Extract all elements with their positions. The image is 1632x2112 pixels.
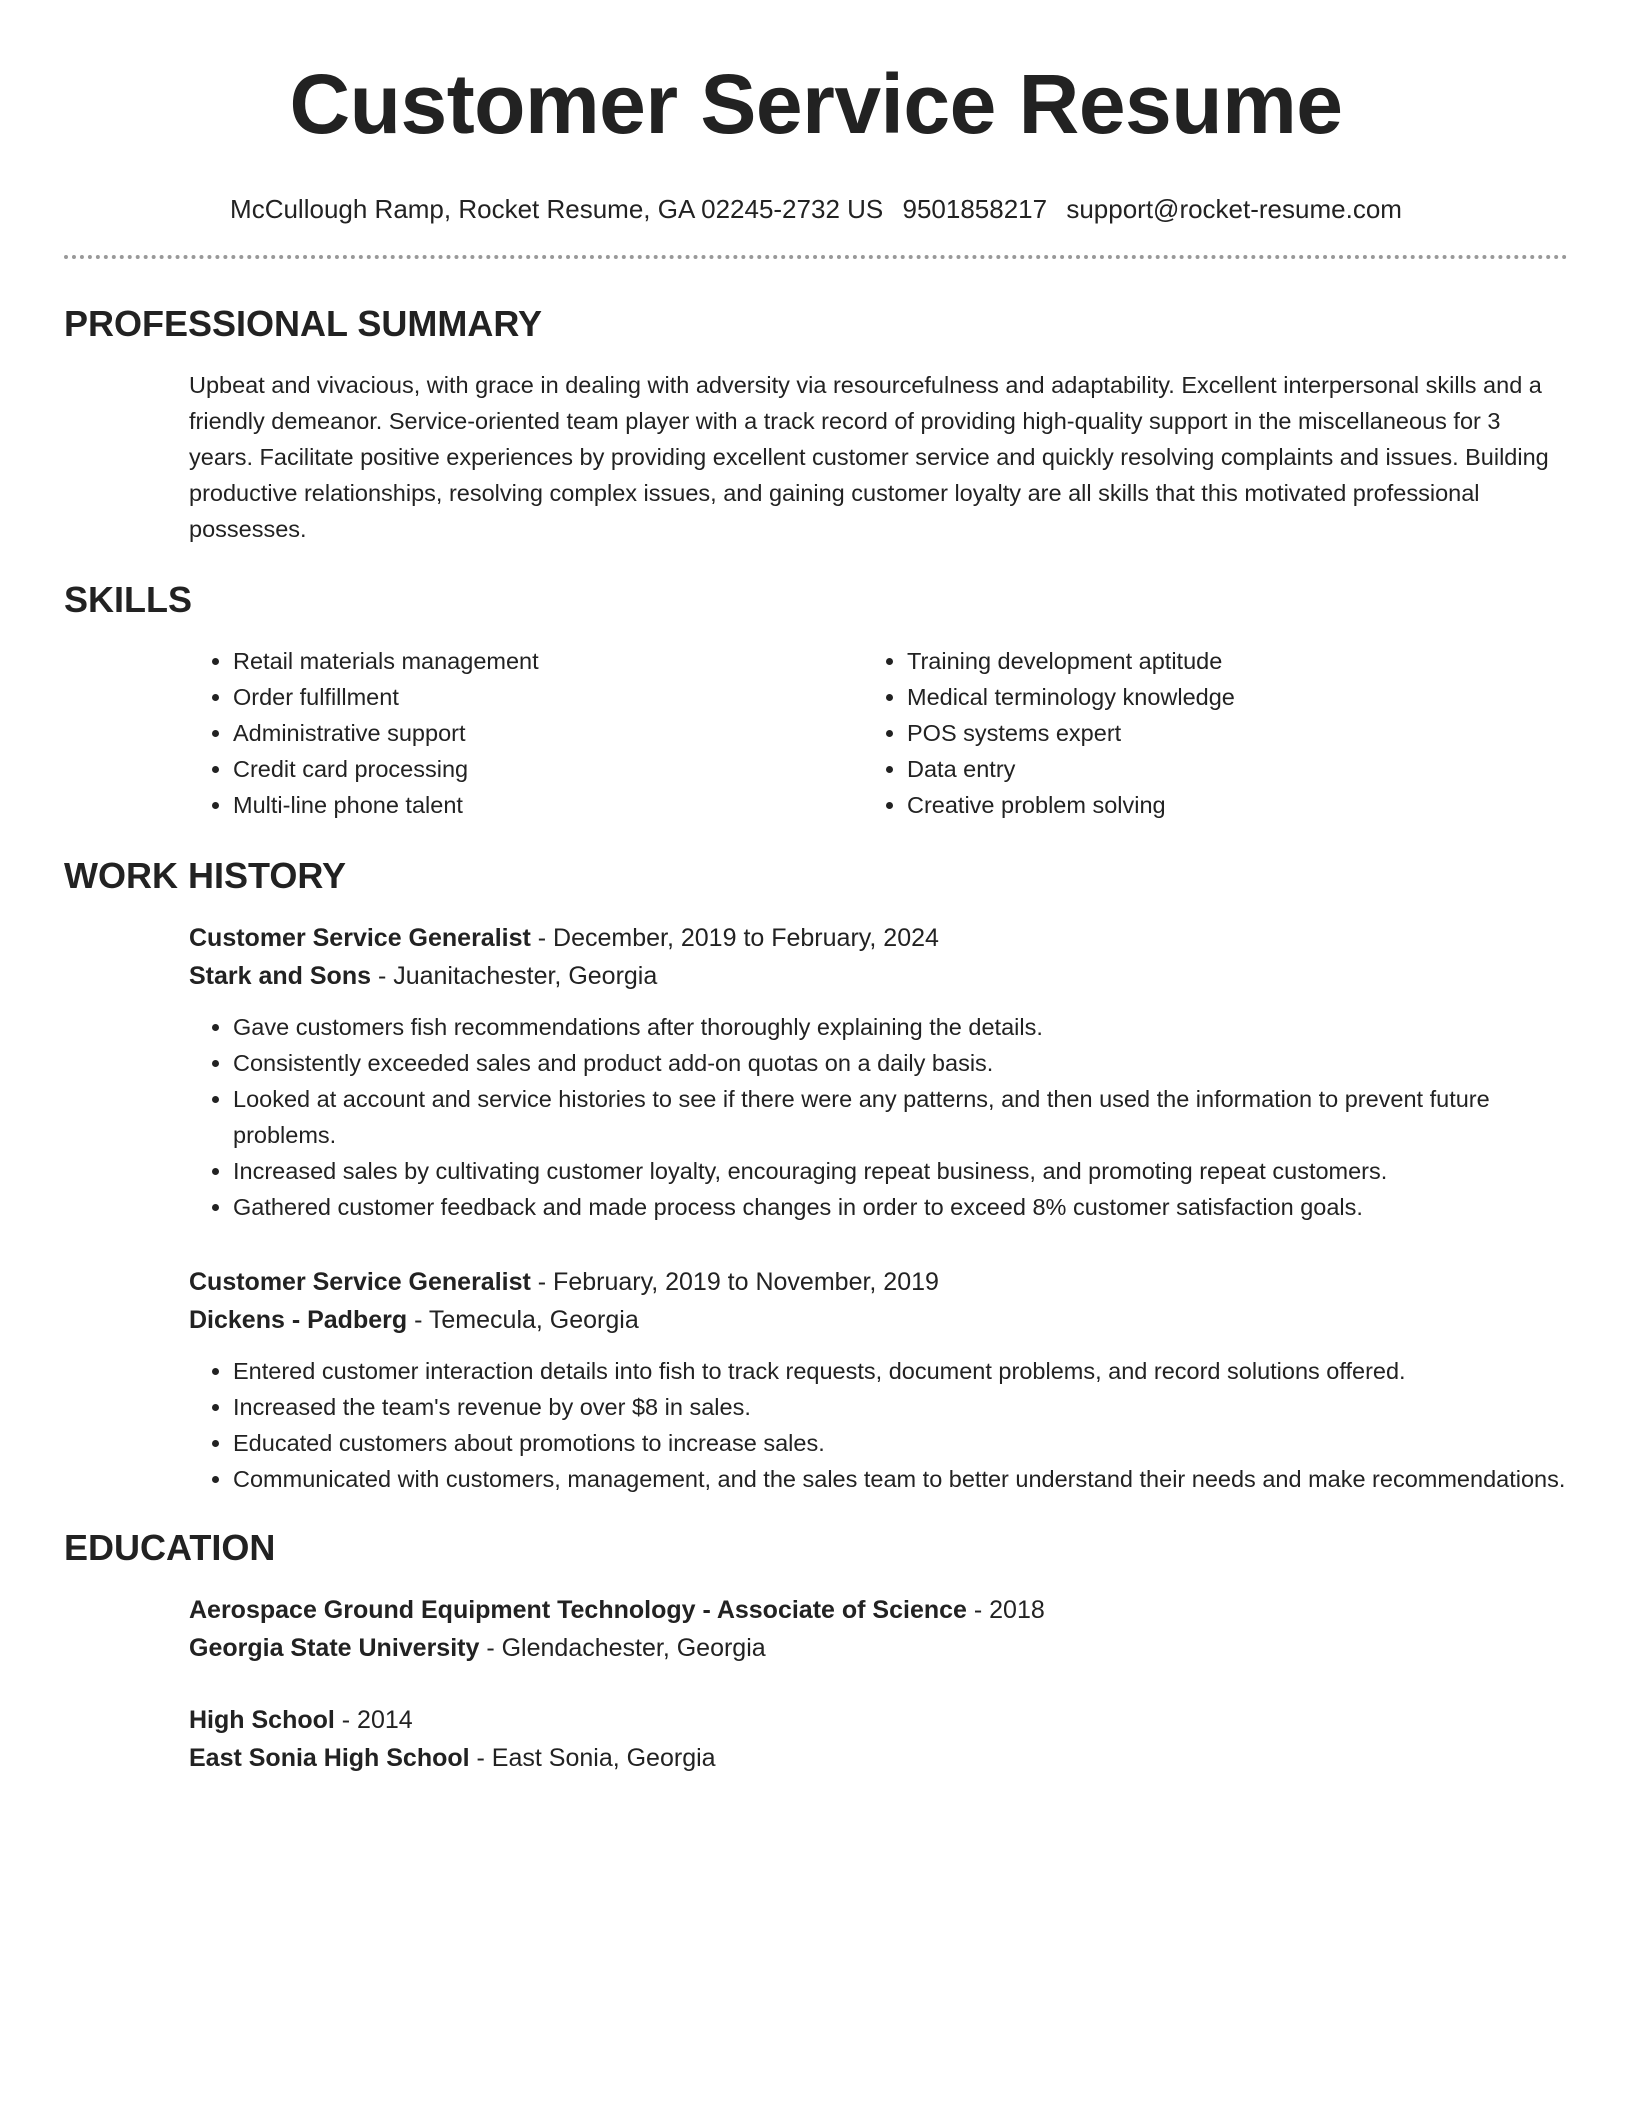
- skill-item: • Retail materials management: [233, 643, 863, 679]
- job-entry: [64, 1263, 1568, 1497]
- job-bullet: • Communicated with customers, management, and the sales team to better understand their needs and make recommendations.: [233, 1461, 1568, 1497]
- work-heading: WORK HISTORY: [64, 855, 347, 896]
- contact-address: McCullough Ramp, Rocket Resume, GA 02245-2732 US: [230, 194, 884, 224]
- job-bullet: • Gave customers fish recommendations after thoroughly explaining the details.: [233, 1009, 1568, 1045]
- summary-heading: PROFESSIONAL SUMMARY: [64, 303, 543, 344]
- job-bullet: • Gathered customer feedback and made process changes in order to exceed 8% customer satisfaction goals.: [233, 1189, 1568, 1225]
- education-heading: EDUCATION: [64, 1527, 276, 1568]
- skills-right-list: [863, 643, 1537, 823]
- contact-email: support@rocket-resume.com: [1066, 194, 1402, 224]
- education-school-line: [189, 1739, 1568, 1777]
- job-title-line: [189, 919, 1568, 957]
- education-degree-line: [189, 1591, 1568, 1629]
- job-entry: [64, 919, 1568, 1225]
- job-location: - Temecula, Georgia: [407, 1306, 639, 1334]
- job-location: - Juanitachester, Georgia: [371, 962, 658, 990]
- job-bullet: • Consistently exceeded sales and product add-on quotas on a daily basis.: [233, 1045, 1568, 1081]
- skills-left-list: [189, 643, 863, 823]
- job-company-line: [189, 957, 1568, 995]
- job-bullet: • Looked at account and service histories to see if there were any patterns, and then used the information to prevent future problems.: [233, 1081, 1568, 1153]
- education-entry: [64, 1701, 1568, 1777]
- job-company: Stark and Sons: [189, 962, 371, 990]
- skill-item: • Training development aptitude: [907, 643, 1537, 679]
- education-degree: High School: [189, 1706, 335, 1734]
- skills-heading: SKILLS: [64, 579, 193, 620]
- summary-section: [64, 303, 1568, 547]
- job-bullet: • Entered customer interaction details into fish to track requests, document problems, and record solutions offered.: [233, 1353, 1568, 1389]
- skill-item: • Order fulfillment: [233, 679, 863, 715]
- education-location: - East Sonia, Georgia: [469, 1744, 716, 1772]
- job-company: Dickens - Padberg: [189, 1306, 408, 1334]
- skill-item: • Medical terminology knowledge: [907, 679, 1537, 715]
- skill-item: • Creative problem solving: [907, 787, 1537, 823]
- header-divider: [64, 255, 1568, 259]
- job-title-line: [189, 1263, 1568, 1301]
- job-bullet: • Educated customers about promotions to increase sales.: [233, 1425, 1568, 1461]
- job-dates: - December, 2019 to February, 2024: [530, 924, 939, 952]
- skill-item: • Multi-line phone talent: [233, 787, 863, 823]
- education-location: - Glendachester, Georgia: [479, 1634, 766, 1662]
- education-section: [64, 1527, 1568, 1777]
- summary-text: Upbeat and vivacious, with grace in dealing with adversity via resourcefulness and adaptability. Excellent interpersonal skills and a friendly demeanor. Service-oriented team player with a track record of providing high-quality support in the miscellaneous for 3 years. Facilitate positive experiences by providing excellent customer service and quickly resolving complaints and issues. Building productive relationships, resolving complex issues, and gaining customer loyalty are all skills that this motivated professional possesses.: [189, 372, 1549, 542]
- job-bullets: [189, 1009, 1568, 1225]
- education-year: - 2018: [966, 1596, 1045, 1624]
- contact-phone: 9501858217: [902, 194, 1048, 224]
- education-school: East Sonia High School: [189, 1744, 470, 1772]
- job-bullet: • Increased the team's revenue by over $8 in sales.: [233, 1389, 1568, 1425]
- education-entry: [64, 1591, 1568, 1667]
- work-section: [64, 855, 1568, 1497]
- skills-columns: [64, 643, 1568, 823]
- job-role: Customer Service Generalist: [189, 924, 531, 952]
- job-bullet: • Increased sales by cultivating customer loyalty, encouraging repeat business, and promoting repeat customers.: [233, 1153, 1568, 1189]
- job-bullets: [189, 1353, 1568, 1497]
- job-role: Customer Service Generalist: [189, 1268, 531, 1296]
- skill-item: • Data entry: [907, 751, 1537, 787]
- resume-title: Customer Service Resume: [289, 57, 1343, 151]
- education-degree: Aerospace Ground Equipment Technology - Associate of Science: [189, 1596, 967, 1624]
- contact-line: [64, 194, 1568, 225]
- skill-item: • Administrative support: [233, 715, 863, 751]
- job-dates: - February, 2019 to November, 2019: [530, 1268, 939, 1296]
- job-company-line: [189, 1301, 1568, 1339]
- skill-item: • Credit card processing: [233, 751, 863, 787]
- education-degree-line: [189, 1701, 1568, 1739]
- education-school-line: [189, 1629, 1568, 1667]
- education-year: - 2014: [334, 1706, 413, 1734]
- skill-item: • POS systems expert: [907, 715, 1537, 751]
- education-school: Georgia State University: [189, 1634, 480, 1662]
- skills-section: [64, 579, 1568, 823]
